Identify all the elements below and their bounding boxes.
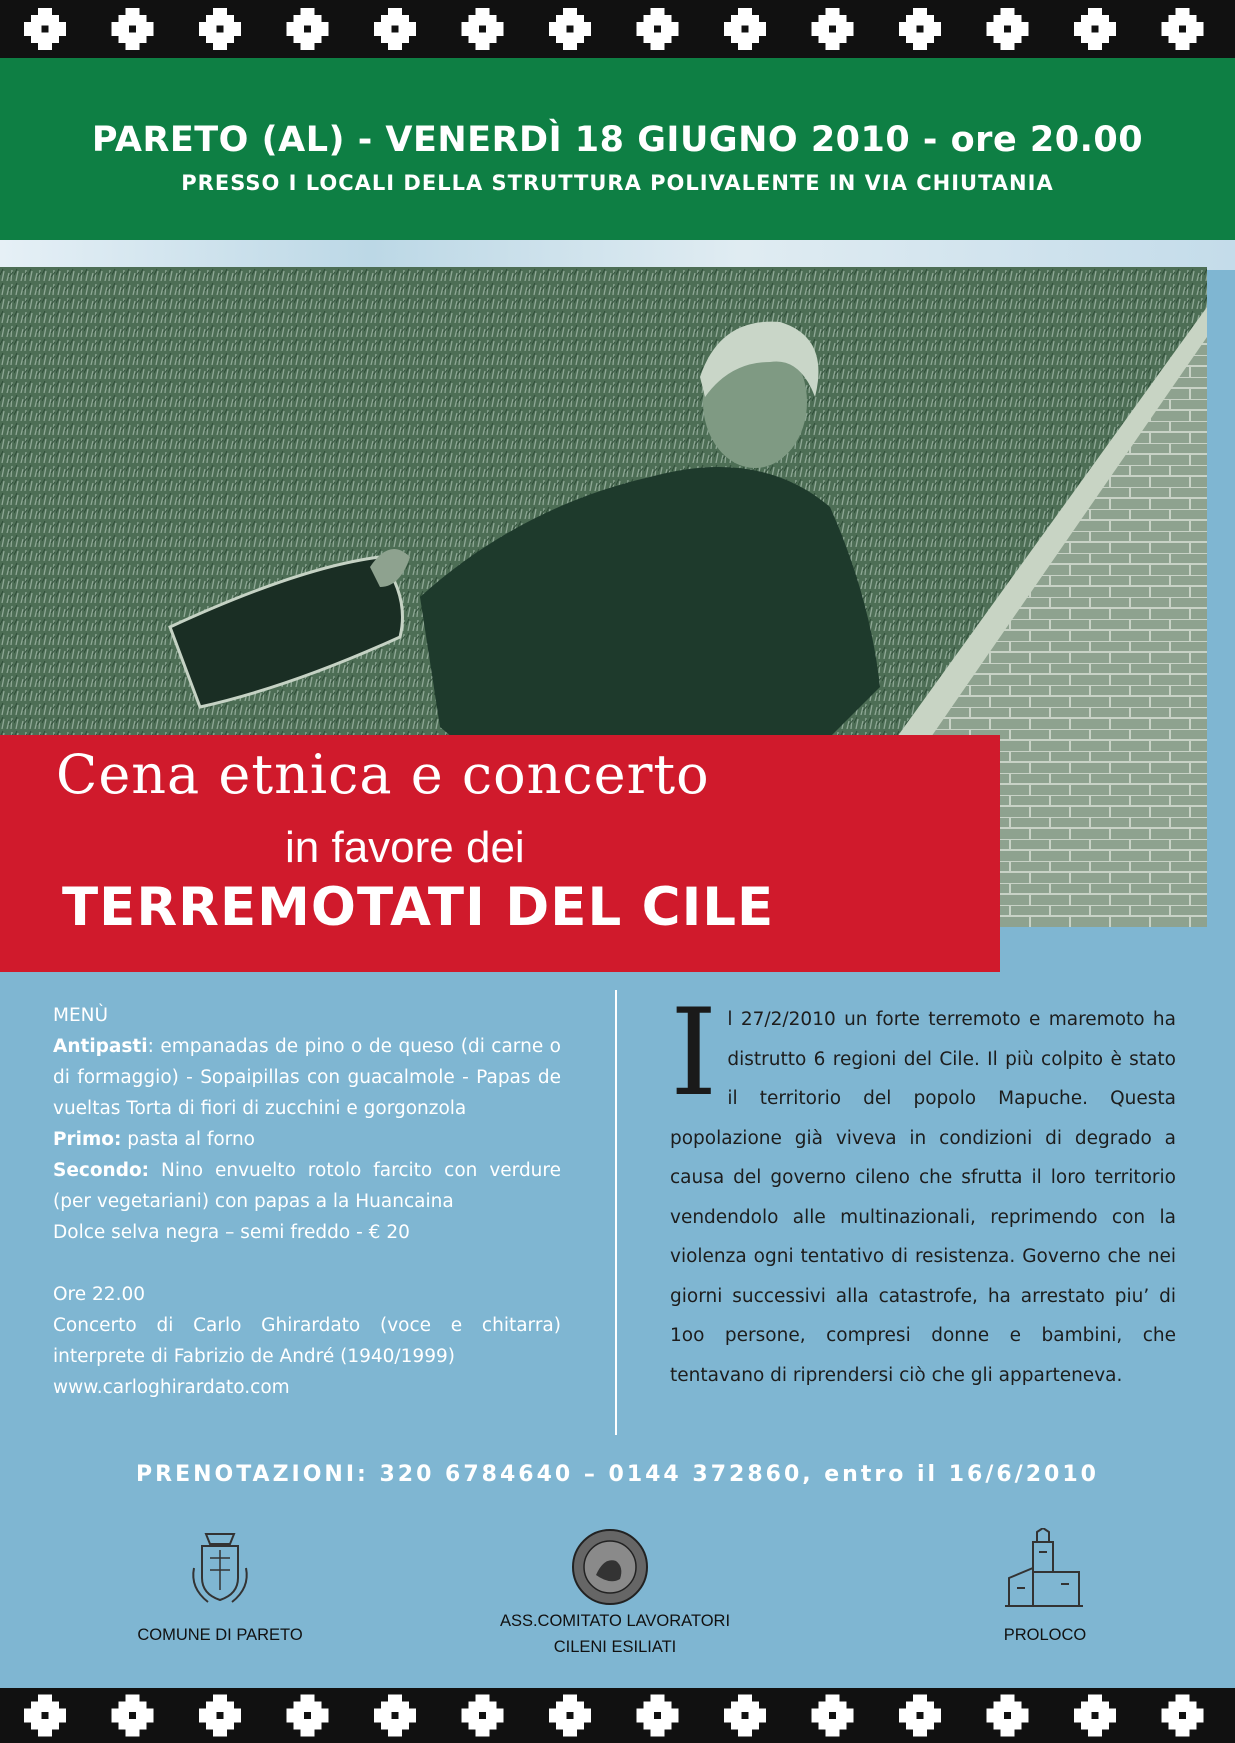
cross-motif-center (1092, 26, 1099, 33)
cross-pattern-icon (0, 1688, 1235, 1743)
booking-info: PRENOTAZIONI: 320 6784640 – 0144 372860, entro il 16/6/2010 (136, 1462, 1099, 1487)
cross-motif-center (567, 1712, 574, 1719)
event-location-line: PRESSO I LOCALI DELLA STRUTTURA POLIVALENTE IN VIA CHIUTANIA (181, 171, 1054, 195)
column-divider (615, 990, 617, 1435)
bottom-pattern-band (0, 1688, 1235, 1743)
cross-motif-center (567, 26, 574, 33)
cross-motif-center (1179, 1712, 1186, 1719)
cross-motif-center (1004, 26, 1011, 33)
cross-motif-center (1004, 1712, 1011, 1719)
event-date-line: PARETO (AL) - VENERDÌ 18 GIUGNO 2010 - ore 20.00 (91, 120, 1144, 160)
title-box (0, 735, 1000, 972)
menu-dolce: Dolce selva negra – semi freddo - € 20 (53, 1222, 410, 1243)
center-caption-line-2: CILENI ESILIATI (553, 1638, 677, 1656)
coat-of-arms-icon (188, 1528, 252, 1612)
cross-pattern-icon (0, 0, 1235, 58)
cross-motif-center (1179, 26, 1186, 33)
title-line-3: TERREMOTATI DEL CILE (62, 877, 775, 938)
cross-motif-center (129, 1712, 136, 1719)
menu-secondo (53, 1155, 561, 1217)
cross-motif-center (42, 1712, 49, 1719)
title-line-1: Cena etnica e concerto (56, 743, 710, 806)
top-pattern-band (0, 0, 1235, 58)
decorative-strip (0, 240, 1235, 270)
secondo-text: Nino envuelto rotolo farcito con verdure (per vegetariani) con papas a la Huancaina (53, 1160, 561, 1212)
cross-motif-center (304, 26, 311, 33)
cross-motif-center (479, 1712, 486, 1719)
secondo-label: Secondo: (53, 1160, 150, 1181)
cross-motif-center (392, 1712, 399, 1719)
cross-motif-center (217, 1712, 224, 1719)
event-header (0, 58, 1235, 240)
antipasti-text: : empanadas de pino o de queso (di carne o di formaggio) - Sopaipillas con guacalmole - Papas de vueltas Torta di fiori di zucchini e gorgonzola (53, 1036, 561, 1119)
cross-motif-center (829, 1712, 836, 1719)
primo-label: Primo: (53, 1129, 122, 1150)
menu-heading: MENÙ (53, 1005, 109, 1026)
cross-motif-center (654, 1712, 661, 1719)
church-sketch-icon (1003, 1528, 1085, 1614)
cross-motif-center (829, 26, 836, 33)
cross-motif-center (479, 26, 486, 33)
cross-motif-center (217, 26, 224, 33)
cross-motif-center (742, 1712, 749, 1719)
center-logo-caption (465, 1608, 765, 1660)
cross-motif-center (654, 26, 661, 33)
drop-cap: I (670, 984, 718, 1123)
menu-column (53, 1000, 561, 1403)
cross-motif-center (742, 26, 749, 33)
menu-primo (53, 1124, 561, 1155)
antipasti-label: Antipasti (53, 1036, 148, 1057)
cross-motif-center (304, 1712, 311, 1719)
right-logo-caption: PROLOCO (1003, 1626, 1087, 1644)
title-line-2: in favore dei (285, 823, 525, 872)
story-column (670, 984, 1176, 1395)
cross-motif-center (42, 26, 49, 33)
concert-text: Concerto di Carlo Ghirardato (voce e chitarra) interprete di Fabrizio de André (1940/1999) (53, 1315, 561, 1367)
primo-text: pasta al forno (121, 1129, 256, 1150)
cross-motif-center (392, 26, 399, 33)
concert-time: Ore 22.00 (53, 1284, 145, 1305)
website-link[interactable]: www.carloghirardato.com (53, 1377, 290, 1398)
association-seal-icon (570, 1527, 650, 1611)
menu-antipasti (53, 1031, 561, 1124)
center-caption-line-1: ASS.COMITATO LAVORATORI (499, 1612, 731, 1630)
left-logo-caption: COMUNE DI PARETO (137, 1626, 303, 1644)
cross-motif-center (1092, 1712, 1099, 1719)
cross-motif-center (917, 1712, 924, 1719)
cross-motif-center (129, 26, 136, 33)
cross-motif-center (917, 26, 924, 33)
story-text: l 27/2/2010 un forte terremoto e maremoto ha distrutto 6 regioni del Cile. Il più colpito è stato il territorio del popolo Mapuche. Questa popolazione già viveva in condizioni di degrado a causa del governo cileno che sfrutta il loro territorio vendendolo alle multinazionali, reprimendo con la violenza ogni tentativo di resistenza. Governo che nei giorni successivi alla catastrofe, ha arrestato piu’ di 1oo persone, compresi donne e bambini, che tentavano di riprendersi ciò che gli apparteneva. (670, 1009, 1176, 1386)
